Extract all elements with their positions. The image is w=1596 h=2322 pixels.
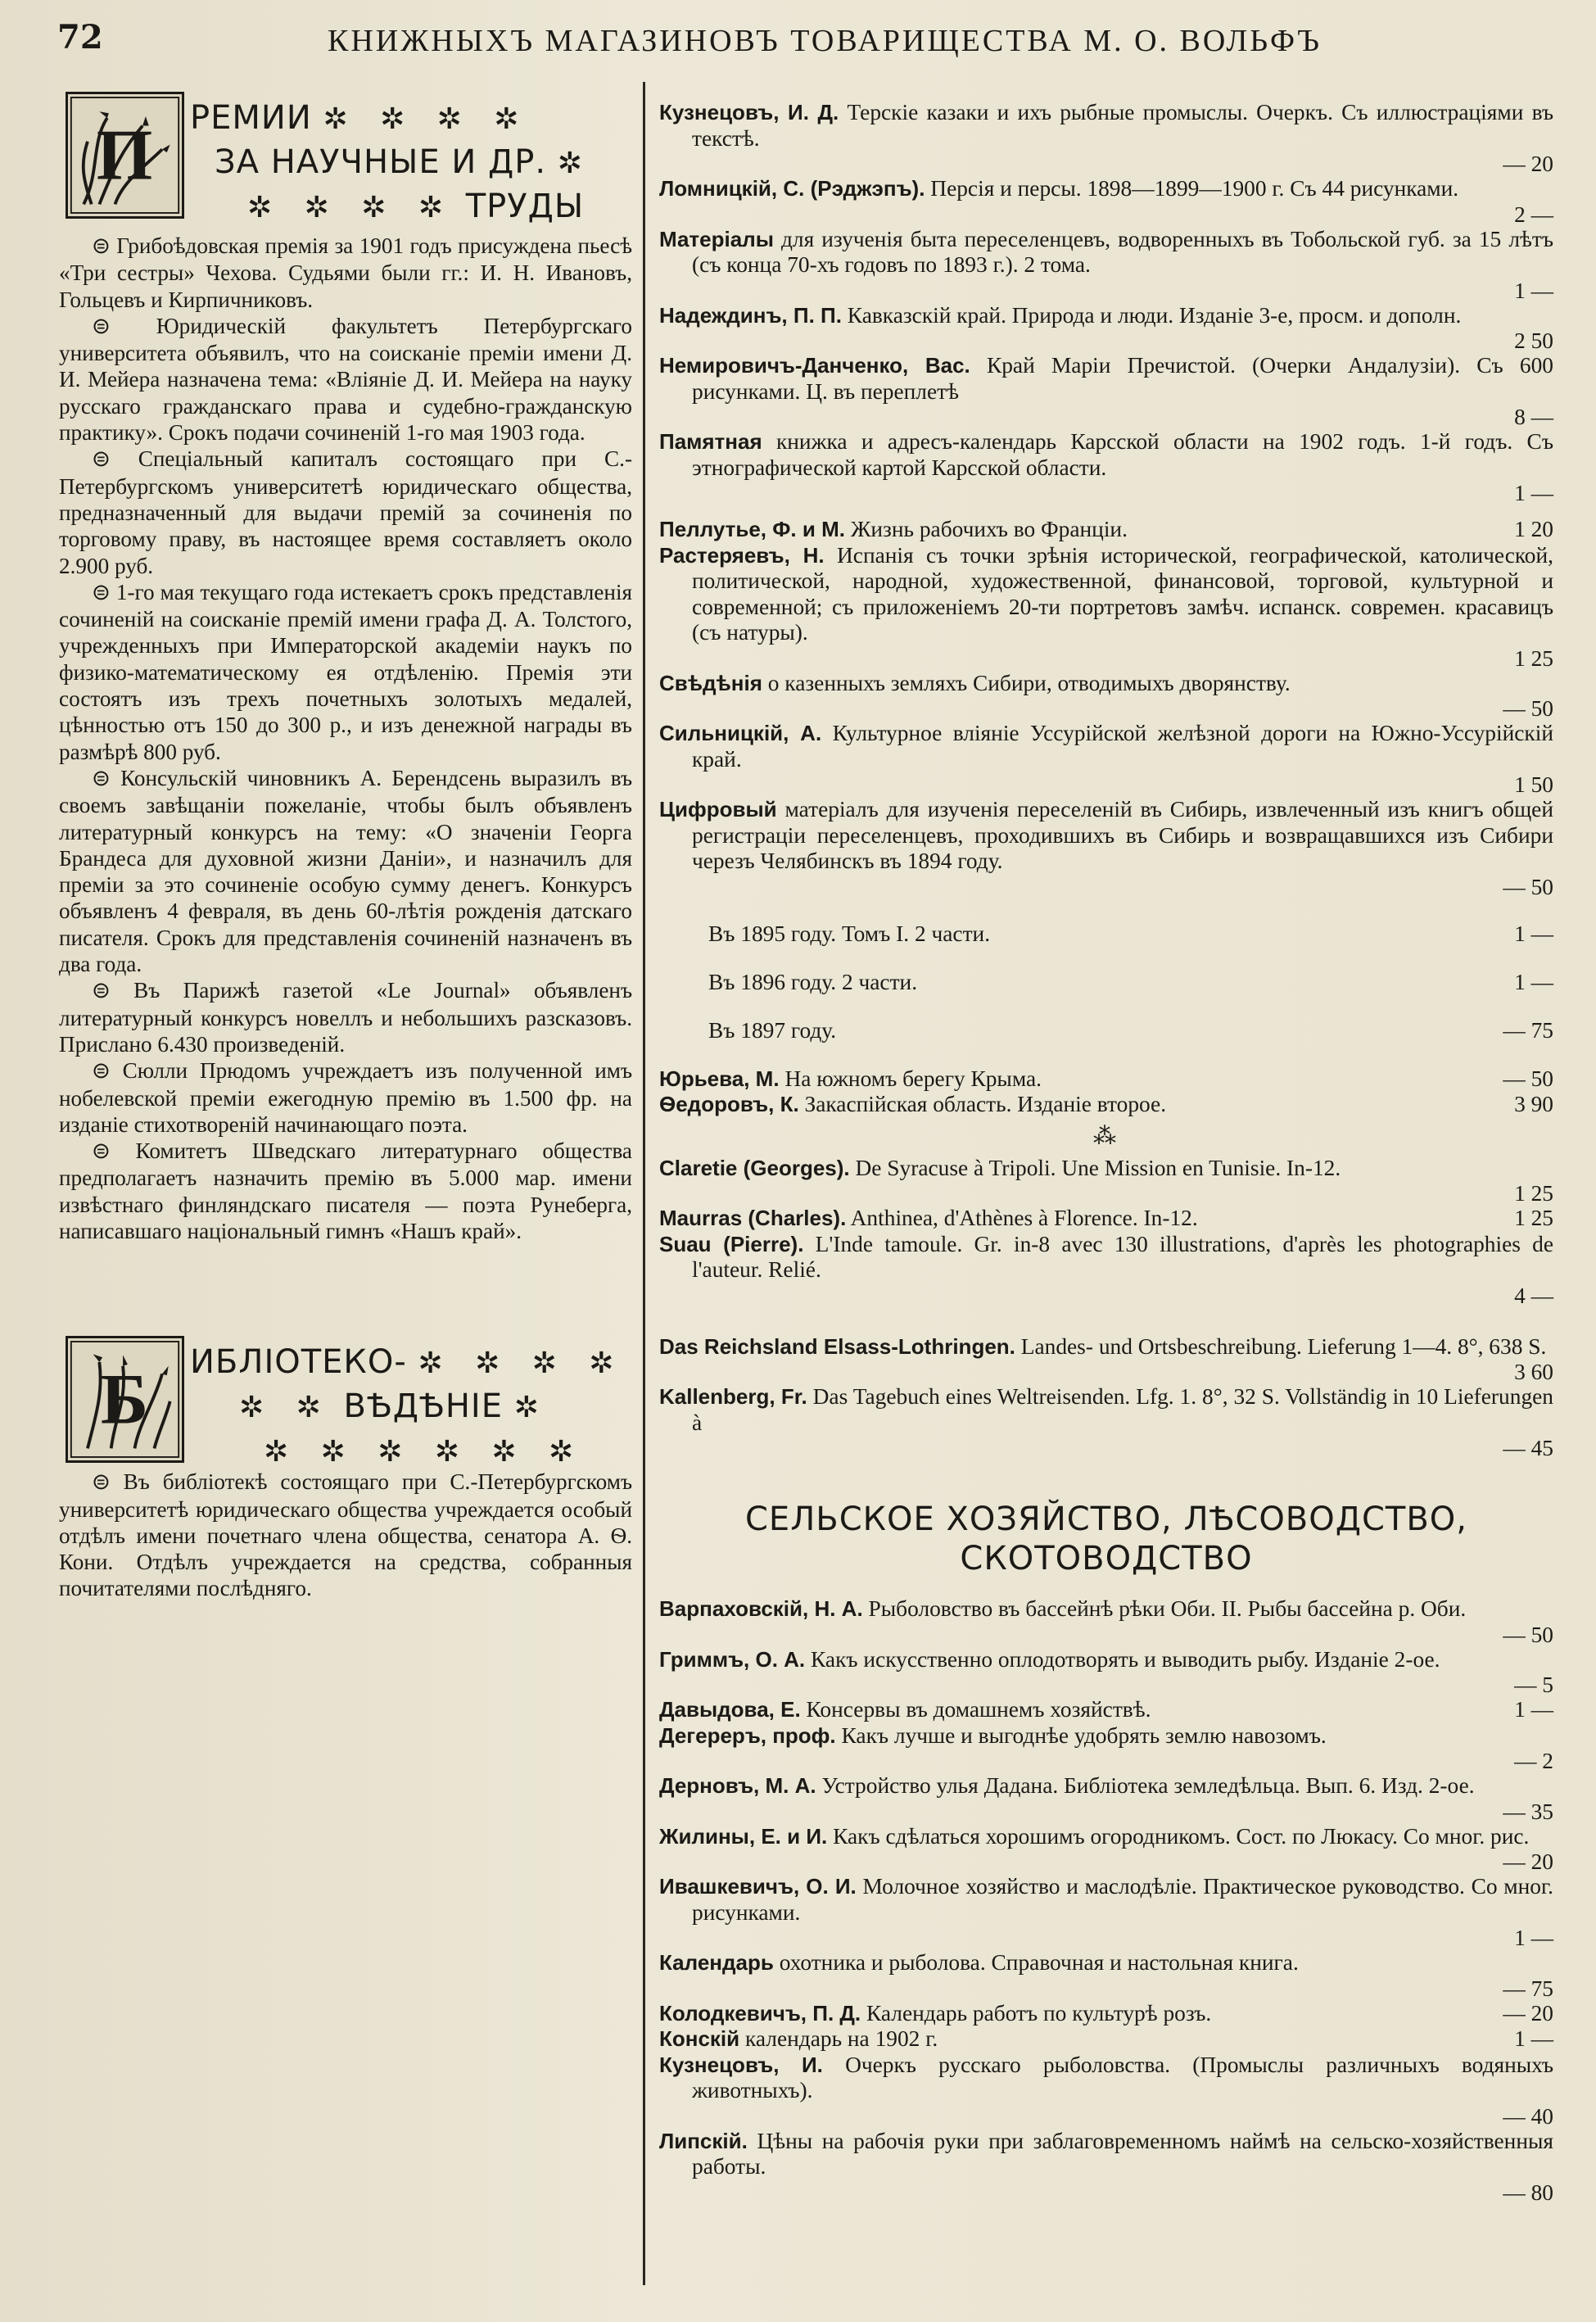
- heading-stars: ✲ ✲ ✲ ✲ ✲ ✲: [264, 1435, 586, 1469]
- paragraph-mark-icon: ⊜: [92, 978, 111, 1004]
- heading-stars: ✲: [557, 147, 594, 180]
- entry-price: 1 25: [1514, 1206, 1553, 1231]
- catalog-sub-entry: — 75 Въ 1897 году.: [708, 1017, 1553, 1043]
- svg-text:Б: Б: [100, 1360, 149, 1441]
- paragraph-mark-icon: ⊜: [92, 1469, 111, 1496]
- prizes-heading-text: [190, 97, 632, 229]
- heading-stars: ✲: [513, 1391, 550, 1425]
- library-heading-text: [190, 1341, 632, 1473]
- entry-price: 3 60: [1514, 1360, 1553, 1385]
- entry-price: 1 —: [1514, 1926, 1553, 1951]
- entry-price: 3 90: [1514, 1092, 1553, 1117]
- entry-price: — 20: [1503, 152, 1553, 176]
- running-head: [57, 18, 1547, 67]
- heading-stars: ✲ ✲ ✲ ✲: [418, 1347, 626, 1381]
- entry-price: — 45: [1503, 1436, 1553, 1461]
- heading-line-1: РЕМИИ: [190, 99, 312, 137]
- paragraph-mark-icon: ⊜: [92, 579, 111, 605]
- catalog-entry: — 20 Колодкевичъ, П. Д. Календарь работъ по культурѣ розъ.: [659, 2000, 1553, 2026]
- prize-paragraph: ⊜ Въ Парижѣ газетой «Le Journal» объявленъ литературный конкурсъ новеллъ и небольшихъ разсказовъ. Прислано 6.430 произведеній.: [59, 978, 632, 1057]
- heading-stars: ✲ ✲: [239, 1391, 332, 1425]
- prize-paragraph: ⊜ Сюлли Прюдомъ учреждаетъ изъ полученной имъ нобелевской преміи ежегодную премію въ 1.500 фр. на изданіе стихотвореній начинающаго поэта.: [59, 1058, 633, 1137]
- paragraph-mark-icon: ⊜: [92, 446, 111, 473]
- running-title: КНИЖНЫХЪ МАГАЗИНОВЪ ТОВАРИЩЕСТВА М. О. ВОЛЬФЪ: [328, 24, 1322, 58]
- prize-paragraph: ⊜ Грибоѣдовская премія за 1901 годъ присуждена пьесѣ «Три сестры» Чехова. Судьями были гг.: И. Н. Ивановъ, Гольцевъ и Кирпичниковъ.: [59, 233, 632, 312]
- paragraph-mark-icon: ⊜: [92, 313, 111, 339]
- ornament-plant-icon: [68, 1338, 182, 1460]
- catalog-entry: Ивашкевичъ, О. И. Молочное хозяйство и маслодѣліе. Практическое руководство. Со мног. рисунками. 1 —: [659, 1874, 1553, 1951]
- library-paragraph: ⊜ Въ библіотекѣ состоящаго при С.-Петербургскомъ университетѣ юридическаго общества учреждается особый отдѣлъ имени почетнаго члена общества, сенатора А. Ѳ. Кони. Отдѣлъ учреждается на средства, собранныя почитателями послѣдняго.: [59, 1469, 633, 1601]
- entry-price: 1 —: [1514, 481, 1553, 505]
- agriculture-entries: [659, 1596, 1553, 2205]
- entry-price: 2 50: [1514, 328, 1553, 353]
- heading-stars: ✲ ✲ ✲ ✲: [247, 191, 454, 224]
- heading-line-3: ТРУДЫ: [465, 188, 585, 225]
- entry-price: — 40: [1503, 2103, 1553, 2129]
- catalog-entry: Памятная книжка и адресъ-календарь Карсской области на 1902 годъ. 1-й годъ. Съ этнографической картой Карсской области. 1 —: [659, 429, 1553, 505]
- entry-price: 1 —: [1514, 1697, 1553, 1722]
- page-number: 72: [57, 18, 103, 57]
- paragraph-mark-icon: ⊜: [92, 765, 111, 791]
- catalog-entry: Дерновъ, М. А. Устройство улья Дадана. Библіотека земледѣльца. Вып. 6. Изд. 2-ое. — 35: [659, 1773, 1553, 1824]
- entry-price: — 75: [1503, 1976, 1553, 2001]
- entry-price: 4 —: [1514, 1283, 1553, 1308]
- right-column: [659, 100, 1553, 2295]
- prize-paragraph: ⊜ Комитетъ Шведскаго литературнаго общества предполагаетъ назначить премію въ 5.000 мар. имени извѣстнаго финляндскаго писателя — поэта Рунеберга, написавшаго національный гимнъ «Нашъ край».: [59, 1138, 632, 1243]
- catalog-entry: 1 25 Maurras (Charles). Anthinea, d'Athènes à Florence. In-12.: [659, 1206, 1553, 1231]
- entry-price: — 2: [1514, 1749, 1553, 1774]
- catalog-entry: Варпаховскій, Н. А. Рыболовство въ бассейнѣ рѣки Оби. II. Рыбы бассейна р. Оби. — 50: [659, 1596, 1553, 1647]
- catalog-entry: 1 — Давыдова, Е. Консервы въ домашнемъ хозяйствѣ.: [659, 1697, 1553, 1722]
- catalog-entry: Немировичъ-Данченко, Вас. Край Маріи Пречистой. (Очерки Андалузіи). Съ 600 рисунками. Ц. въ переплетѣ 8 —: [659, 353, 1553, 429]
- paragraph-mark-icon: ⊜: [92, 233, 111, 259]
- catalog-entry: Жилины, Е. и И. Какъ сдѣлаться хорошимъ огородникомъ. Сост. по Люкасу. Со мног. рис. — 20: [659, 1823, 1553, 1875]
- prize-paragraph: ⊜ Спеціальный капиталъ состоящаго при С.-Петербургскомъ университетѣ юридическаго общества, предназначенный для выдачи премій за сочиненія по торговому праву, въ настоящее время составляетъ около 2.900 руб.: [59, 446, 633, 578]
- entry-price: — 50: [1503, 1622, 1553, 1647]
- catalog-entry: Растеряевъ, Н. Испанія съ точки зрѣнія исторической, географической, католической, политической, народной, художественной, финансовой, торговой, культурной и современной; съ приложеніемъ 20-ти портретовъ замѣч. испанск. современ. красавицъ (съ натуры). 1 25: [659, 542, 1553, 671]
- catalog-entry: — 50 Юрьева, М. На южномъ берегу Крыма.: [659, 1066, 1553, 1091]
- catalog-entry: Липскій. Цѣны на рабочія руки при заблаговременномъ наймѣ на сельско-хозяйственныя работы. — 80: [659, 2128, 1553, 2205]
- ornament-plant-icon: [68, 94, 182, 216]
- catalog-entries: [659, 100, 1553, 1118]
- entry-price: 1 —: [1514, 921, 1553, 946]
- catalog-entry: 1 — Конскій календарь на 1902 г.: [659, 2026, 1553, 2052]
- catalog-entry: Suau (Pierre). L'Inde tamoule. Gr. in-8 avec 130 illustrations, d'après les photographies de l'auteur. Relié. 4 —: [659, 1231, 1553, 1308]
- catalog-entry: Свѣдѣнія о казенныхъ земляхъ Сибири, отводимыхъ дворянству. — 50: [659, 670, 1553, 721]
- catalog-entry: 3 90 Ѳедоровъ, К. Закаспійская область. Изданіе второе.: [659, 1092, 1553, 1117]
- entry-price: — 20: [1503, 2000, 1553, 2026]
- entry-price: 1 25: [1514, 645, 1553, 671]
- paragraph-mark-icon: ⊜: [92, 1058, 111, 1084]
- heading-line-2: ЗА НАУЧНЫЕ И ДР.: [215, 143, 547, 181]
- catalog-entry: Цифровый матеріалъ для изученія переселеній въ Сибирь, извлеченный изъ книгъ общей регистраціи переселенцевъ, проходившихъ въ Сибирь и возвращавшихся изъ Сибири черезъ Челябинскъ въ 1894 году. — 50: [659, 797, 1553, 899]
- foreign-entries: [659, 1156, 1553, 1308]
- entry-price: — 80: [1503, 2179, 1553, 2205]
- decorative-initial-b: [66, 1336, 184, 1463]
- catalog-entry: Кузнецовъ, И. Очеркъ русскаго рыболовства. (Промыслы различныхъ водяныхъ животныхъ). — 40: [659, 2052, 1553, 2129]
- prizes-heading: [59, 82, 632, 225]
- entry-price: — 20: [1503, 1849, 1553, 1875]
- entry-price: 1 25: [1514, 1181, 1553, 1206]
- catalog-entry: Календарь охотника и рыболова. Справочная и настольная книга. — 75: [659, 1950, 1553, 2001]
- decorative-initial-p: [66, 92, 184, 219]
- heading-stars: ✲ ✲ ✲ ✲: [323, 102, 531, 136]
- paragraph-mark-icon: ⊜: [92, 1138, 111, 1165]
- left-column: [59, 82, 632, 2277]
- entry-price: 1 20: [1514, 517, 1553, 541]
- catalog-entry: Сильницкій, А. Культурное вліяніе Уссурійской желѣзной дороги на Южно-Уссурійскій край. 1 50: [659, 721, 1554, 797]
- entry-price: 1 —: [1514, 278, 1553, 303]
- catalog-sub-entry: 1 — Въ 1896 году. 2 части.: [708, 969, 1553, 994]
- german-entries: [659, 1334, 1553, 1461]
- heading-line-1: ИБЛІОТЕКО-: [190, 1343, 407, 1382]
- entry-price: — 50: [1503, 874, 1553, 899]
- entry-price: — 50: [1503, 1066, 1553, 1091]
- entry-price: 1 50: [1514, 772, 1553, 797]
- catalog-entry: Kallenberg, Fr. Das Tagebuch eines Weltreisenden. Lfg. 1. 8°, 32 S. Vollständig in 10 Lieferungen à — 45: [659, 1384, 1553, 1461]
- entry-price: 8 —: [1514, 405, 1553, 429]
- entry-price: 1 —: [1514, 969, 1553, 994]
- catalog-entry: Das Reichsland Elsass-Lothringen. Landes- und Ortsbeschreibung. Lieferung 1—4. 8°, 638 S. 3 60: [659, 1333, 1553, 1385]
- catalog-entry: Claretie (Georges). De Syracuse à Tripoli. Une Mission en Tunisie. In-12. 1 25: [659, 1155, 1553, 1206]
- svg-text:П: П: [96, 115, 153, 196]
- prize-paragraph: ⊜ 1-го мая текущаго года истекаетъ срокъ представленія сочиненій на соисканіе премій имени графа Д. А. Толстого, учрежденныхъ при Императорской академіи наукъ по физико-математическому ея отдѣленію. Премія эти состоятъ изъ трехъ почетныхъ золотыхъ медалей, цѣнностью отъ 150 до 300 р., и изъ денежной награды въ размѣрѣ 800 руб.: [59, 579, 633, 764]
- section-title-agriculture: СЕЛЬСКОЕ ХОЗЯЙСТВО, ЛѢСОВОДСТВО, СКОТОВОДСТВО: [745, 1500, 1467, 1578]
- entry-price: — 5: [1514, 1672, 1553, 1698]
- catalog-entry: Гриммъ, О. А. Какъ искусственно оплодотворять и выводить рыбу. Изданіе 2-ое. — 5: [659, 1646, 1553, 1698]
- entry-price: 1 —: [1514, 2026, 1553, 2052]
- catalog-entry: Матеріалы для изученія быта переселенцевъ, водворенныхъ въ Тобольской губ. за 15 лѣтъ (съ конца 70-хъ годовъ по 1893 г.). 2 тома. 1 —: [659, 226, 1553, 303]
- catalog-entry: 1 20 Пеллутье, Ф. и М. Жизнь рабочихъ во Франціи.: [659, 517, 1553, 541]
- library-heading: [59, 1326, 632, 1469]
- section-separator: ⁂: [1093, 1121, 1119, 1149]
- catalog-entry: Дегереръ, проф. Какъ лучше и выгоднѣе удобрять землю навозомъ. — 2: [659, 1722, 1553, 1774]
- catalog-entry: Надеждинъ, П. П. Кавказскій край. Природа и люди. Изданіе 3-е, просм. и дополн. 2 50: [659, 302, 1553, 353]
- entry-price: — 50: [1503, 696, 1553, 721]
- prize-paragraph: ⊜ Юридическій факультетъ Петербургскаго университета объявилъ, что на соисканіе преміи имени Д. И. Мейера назначена тема: «Вліяніе Д. И. Мейера на науку русскаго гражданскаго права и судебно-гражданскую практику». Срокъ подачи сочиненій 1-го мая 1903 года.: [59, 313, 632, 446]
- entry-price: — 75: [1503, 1017, 1553, 1043]
- heading-line-2: ВѢДѢНІЕ: [343, 1387, 503, 1426]
- section-gap: [59, 1244, 632, 1326]
- entry-price: — 35: [1503, 1799, 1553, 1824]
- entry-price: 2 —: [1514, 201, 1553, 227]
- catalog-entry: Кузнецовъ, И. Д. Терскіе казаки и ихъ рыбные промыслы. Очеркъ. Съ иллюстраціями въ текстѣ. — 20: [659, 100, 1553, 176]
- column-divider: [643, 82, 645, 2285]
- prize-paragraph: ⊜ Консульскій чиновникъ А. Берендсень выразилъ въ своемъ завѣщаніи пожеланіе, чтобы былъ объявленъ литературный конкурсъ на тему: «О значеніи Георга Брандеса для духовной жизни Даніи», и назначилъ для преміи за это сочиненіе особую сумму денегъ. Конкурсъ объявленъ 4 февраля, въ день 60-лѣтія рожденія датскаго писателя. Срокъ для представленія сочиненій назначенъ въ два года.: [59, 765, 633, 977]
- catalog-sub-entry: 1 — Въ 1895 году. Томъ I. 2 части.: [708, 921, 1553, 946]
- catalog-entry: Ломницкій, С. (Рэджэпъ). Персія и персы. 1898—1899—1900 г. Съ 44 рисунками. 2 —: [659, 176, 1553, 227]
